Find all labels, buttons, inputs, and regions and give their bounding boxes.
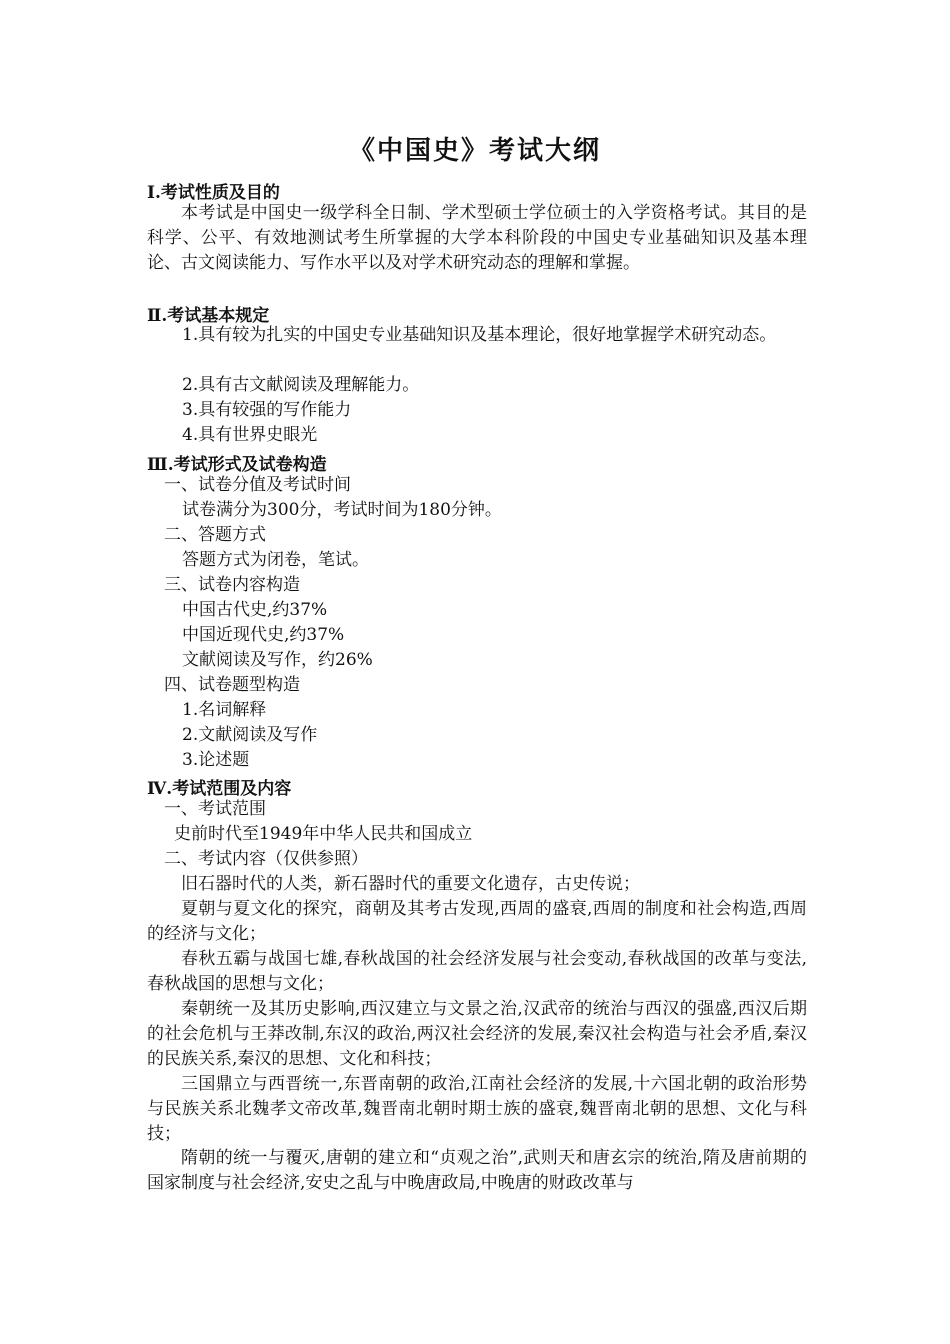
- exam-scope-text: 史前时代至1949年中华人民共和国成立: [174, 824, 473, 844]
- rule-item-2: 2.具有古文献阅读及理解能力。: [182, 375, 420, 395]
- content-item-1: 中国古代史,约37%: [182, 600, 328, 620]
- section-1-heading: Ⅰ.考试性质及目的: [147, 183, 280, 203]
- answer-method-text: 答题方式为闭卷，笔试。: [182, 550, 369, 570]
- section-3-heading: Ⅲ.考试形式及试卷构造: [147, 455, 327, 475]
- subheading-answer-method: 二、答题方式: [164, 525, 266, 545]
- content-paragraph-5: 三国鼎立与西晋统一,东晋南朝的政治,江南社会经济的发展,十六国北朝的政治形势与民族关系北魏孝文帝改革,魏晋南北朝时期士族的盛衰,魏晋南北朝的思想、文化与科技；: [147, 1074, 807, 1144]
- content-paragraph-6: 隋朝的统一与覆灭,唐朝的建立和“贞观之治”,武则天和唐玄宗的统治,隋及唐前期的国家制度与社会经济,安史之乱与中晚唐政局,中晚唐的财政改革与: [147, 1148, 807, 1193]
- score-time-text: 试卷满分为300分，考试时间为180分钟。: [182, 500, 502, 520]
- question-type-1: 1.名词解释: [182, 700, 267, 720]
- subheading-exam-scope: 一、考试范围: [164, 799, 266, 819]
- question-type-2: 2.文献阅读及写作: [182, 725, 318, 745]
- content-paragraph-1: 旧石器时代的人类，新石器时代的重要文化遗存，古史传说；: [181, 874, 640, 894]
- subheading-content-structure: 三、试卷内容构造: [164, 575, 300, 595]
- question-type-3: 3.论述题: [182, 750, 250, 770]
- subheading-score-time: 一、试卷分值及考试时间: [164, 475, 351, 495]
- subheading-exam-content: 二、考试内容（仅供参照）: [164, 849, 368, 869]
- document-title: 《中国史》考试大纲: [348, 136, 601, 166]
- rule-item-1: 1.具有较为扎实的中国史专业基础知识及基本理论，很好地掌握学术研究动态。: [182, 325, 777, 345]
- content-paragraph-2: 夏朝与夏文化的探究，商朝及其考古发现,西周的盛衰,西周的制度和社会构造,西周的经济与文化；: [147, 899, 807, 944]
- content-item-3: 文献阅读及写作，约26%: [182, 650, 373, 670]
- section-2-heading: Ⅱ.考试基本规定: [147, 306, 270, 326]
- section-4-heading: Ⅳ.考试范围及内容: [147, 779, 292, 799]
- content-item-2: 中国近现代史,约37%: [182, 625, 345, 645]
- rule-item-4: 4.具有世界史眼光: [182, 425, 318, 445]
- content-paragraph-3: 春秋五霸与战国七雄,春秋战国的社会经济发展与社会变动,春秋战国的改革与变法,春秋战国的思想与文化；: [147, 949, 807, 994]
- section-1-paragraph: 本考试是中国史一级学科全日制、学术型硕士学位硕士的入学资格考试。其目的是科学、公平、有效地测试考生所掌握的大学本科阶段的中国史专业基础知识及基本理论、古文阅读能力、写作水平以及对学术研究动态的理解和掌握。: [147, 203, 807, 273]
- rule-item-3: 3.具有较强的写作能力: [182, 400, 352, 420]
- content-paragraph-4: 秦朝统一及其历史影响,西汉建立与文景之治,汉武帝的统治与西汉的强盛,西汉后期的社会危机与王莽改制,东汉的政治,两汉社会经济的发展,秦汉社会构造与社会矛盾,秦汉的民族关系,秦汉的思想、文化和科技；: [147, 999, 807, 1069]
- subheading-question-types: 四、试卷题型构造: [164, 675, 300, 695]
